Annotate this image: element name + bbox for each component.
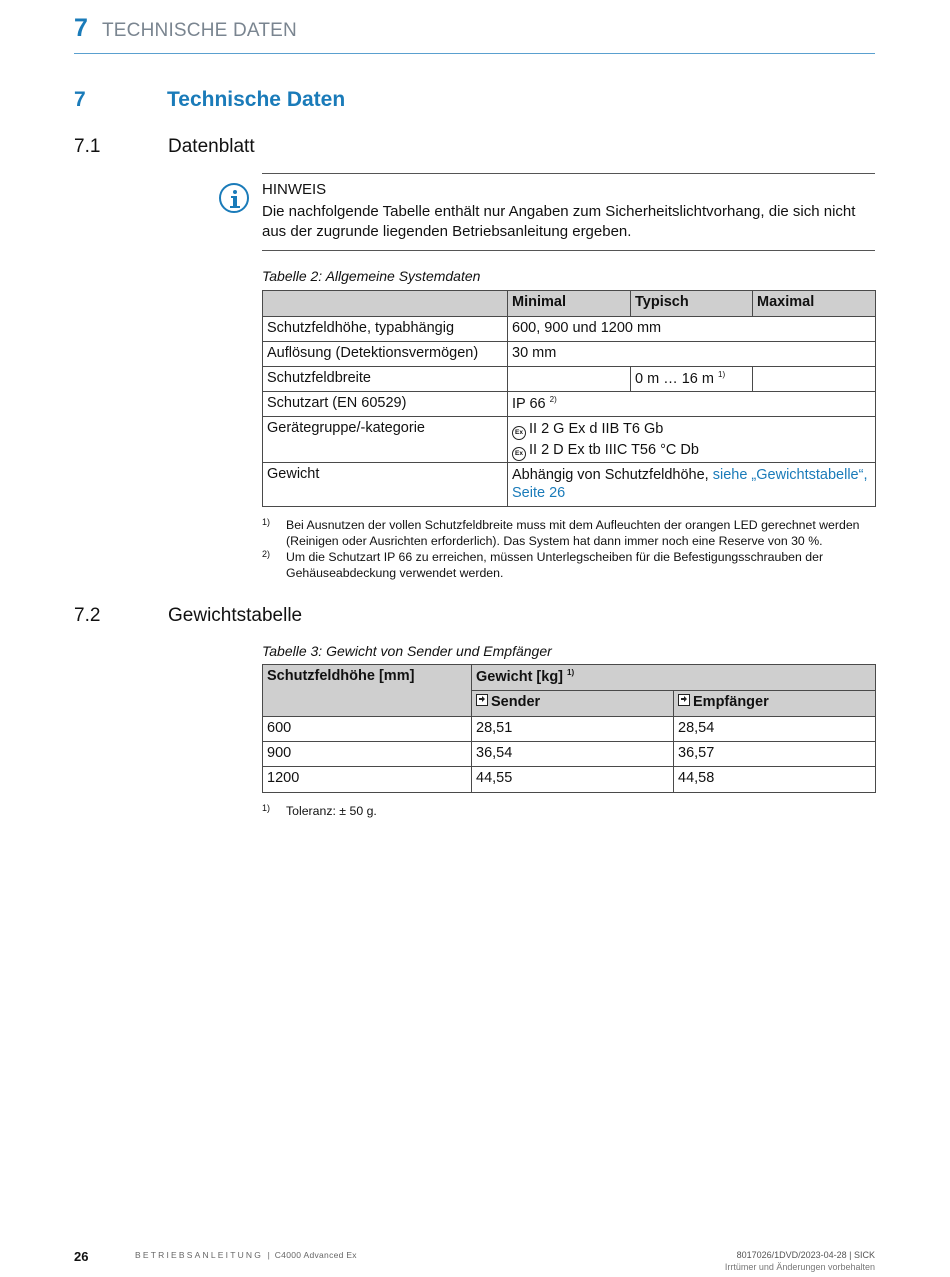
cell-sender: 28,51 <box>472 717 674 742</box>
running-header <box>74 14 875 54</box>
row-value <box>508 417 876 463</box>
row-label: Gewicht <box>263 463 508 507</box>
row-label: Schutzfeldhöhe, typabhängig <box>263 317 508 342</box>
table-row <box>263 463 876 507</box>
page-number: 26 <box>74 1249 89 1264</box>
subsection-number-7-1: 7.1 <box>74 136 101 157</box>
table-row <box>263 717 876 742</box>
ex-icon: Ex <box>512 447 526 461</box>
typ-value: 0 m … 16 m <box>635 371 714 387</box>
section-number: 7 <box>74 88 86 111</box>
section-title: Technische Daten <box>167 88 346 111</box>
cell-height: 900 <box>263 742 472 767</box>
receiver-icon <box>678 694 690 706</box>
footnote-ref: 2) <box>549 395 557 404</box>
footnote-mark: 2) <box>262 549 271 559</box>
table-row <box>263 317 876 342</box>
notice-body: Die nachfolgende Tabelle enthält nur Angaben zum Sicherheitslichtvorhang, die sich nicht aus der zugrunde liegenden Betriebsanleitung ergeben. <box>262 203 856 240</box>
table-row <box>263 367 876 392</box>
footer-product: C4000 Advanced Ex <box>274 1250 357 1260</box>
header-cell-typisch: Typisch <box>631 291 753 317</box>
footnote-ref: 1) <box>567 668 575 677</box>
footnote <box>262 803 875 819</box>
table-row <box>263 417 876 463</box>
table-row <box>263 342 876 367</box>
footnote <box>262 549 875 581</box>
footnote-text: Toleranz: ± 50 g. <box>286 804 377 818</box>
row-label: Schutzfeldbreite <box>263 367 508 392</box>
weight-text: Abhängig von Schutzfeldhöhe, <box>512 467 713 483</box>
header-cell-maximal: Maximal <box>753 291 876 317</box>
cell-receiver: 44,58 <box>674 767 876 793</box>
footnote-mark: 1) <box>262 803 271 813</box>
table-row <box>263 767 876 793</box>
footnote <box>262 517 875 549</box>
table-row <box>263 392 876 417</box>
row-value <box>508 392 876 417</box>
row-max <box>753 367 876 392</box>
table2-caption: Tabelle 2: Allgemeine Systemdaten <box>262 268 481 284</box>
cell-sender: 36,54 <box>472 742 674 767</box>
header-cell-empty <box>263 291 508 317</box>
footnote-text: Bei Ausnutzen der vollen Schutzfeldbreite muss mit dem Aufleuchten der orangen LED gerechnet werden (Reinigen oder Ausrichten erforderlich). Das System hat dann immer noch eine Reserve von 30 %. <box>286 518 860 548</box>
cell-receiver: 28,54 <box>674 717 876 742</box>
info-icon <box>219 183 249 213</box>
weight-table-link[interactable]: siehe „Gewichtstabelle“, Seite 26 <box>512 467 868 501</box>
footer-doc-id: 8017026/1DVD/2023-04-28 | SICK <box>736 1250 875 1260</box>
sender-icon <box>476 694 488 706</box>
header-cell-sender: Sender <box>472 691 674 717</box>
header-cell-height: Schutzfeldhöhe [mm] <box>263 665 472 717</box>
cell-sender: 44,55 <box>472 767 674 793</box>
system-data-table <box>262 290 876 507</box>
header-cell-receiver: Empfänger <box>674 691 876 717</box>
header-chapter-number: 7 <box>74 14 88 42</box>
footnote-ref: 1) <box>718 370 726 379</box>
row-label: Auflösung (Detektionsvermögen) <box>263 342 508 367</box>
cell-height: 600 <box>263 717 472 742</box>
footer-disclaimer: Irrtümer und Änderungen vorbehalten <box>724 1262 875 1272</box>
footnote-text: Um die Schutzart IP 66 zu erreichen, müssen Unterlegscheiben für die Befestigungsschrauben der Gehäuseabdeckung verwendet werden. <box>286 550 824 580</box>
subsection-number-7-2: 7.2 <box>74 605 101 626</box>
ex-icon: Ex <box>512 426 526 440</box>
footnote-mark: 1) <box>262 517 271 527</box>
row-value <box>508 463 876 507</box>
table-header-row <box>263 291 876 317</box>
row-value: 600, 900 und 1200 mm <box>508 317 876 342</box>
footer-doc-type: BETRIEBSANLEITUNG <box>135 1250 264 1260</box>
table-header-row <box>263 665 876 691</box>
notice-title: HINWEIS <box>262 181 327 198</box>
header-cell-weight: Gewicht [kg] $^{1)}$ <box>472 665 876 691</box>
category-line-2: II 2 D Ex tb IIIC T56 °C Db <box>529 442 699 458</box>
row-min <box>508 367 631 392</box>
row-label: Gerätegruppe/-kategorie <box>263 417 508 463</box>
row-value: 30 mm <box>508 342 876 367</box>
ip-value: IP 66 <box>512 396 546 412</box>
row-typ <box>631 367 753 392</box>
footer-document: BETRIEBSANLEITUNG | C4000 Advanced Ex <box>135 1250 357 1260</box>
subsection-title-7-1: Datenblatt <box>168 136 255 157</box>
notice-box <box>262 173 875 251</box>
weight-table <box>262 664 876 793</box>
cell-receiver: 36,57 <box>674 742 876 767</box>
table3-caption: Tabelle 3: Gewicht von Sender und Empfänger <box>262 643 552 659</box>
table-row <box>263 742 876 767</box>
category-line-1: II 2 G Ex d IIB T6 Gb <box>529 421 664 437</box>
header-cell-minimal: Minimal <box>508 291 631 317</box>
subsection-title-7-2: Gewichtstabelle <box>168 605 303 626</box>
row-label: Schutzart (EN 60529) <box>263 392 508 417</box>
cell-height: 1200 <box>263 767 472 793</box>
header-chapter-title: TECHNISCHE DATEN <box>102 20 297 41</box>
